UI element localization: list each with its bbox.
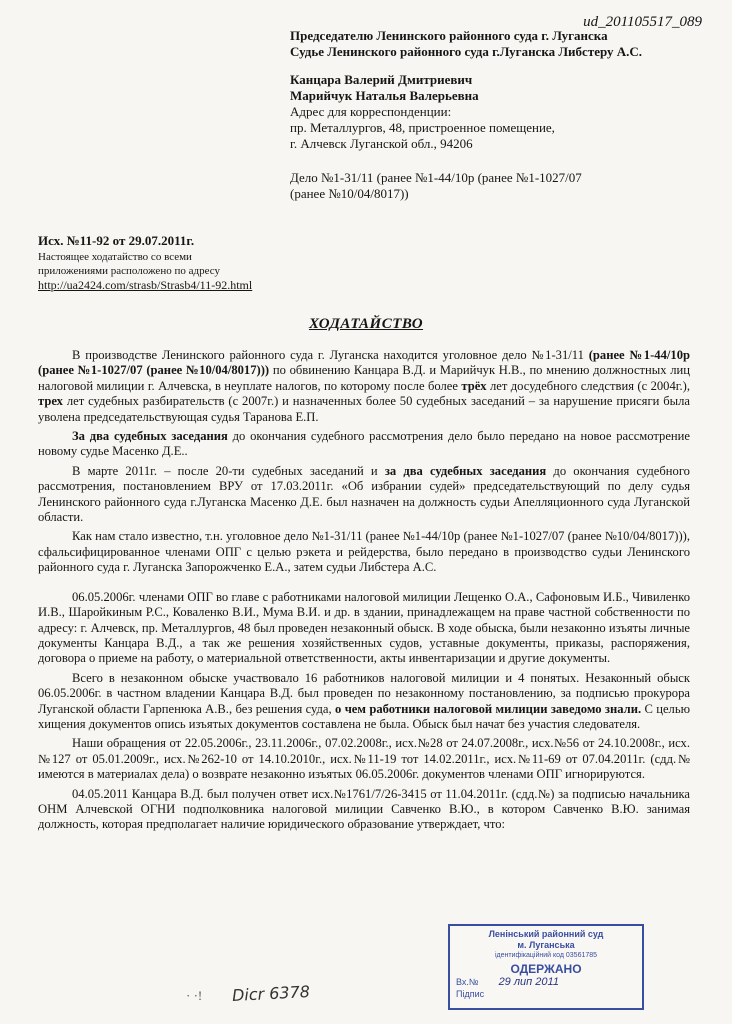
paragraph: Наши обращения от 22.05.2006г., 23.11.2006г., 07.02.2008г., исх.№28 от 24.07.2008г., исх.№56 от 24.10.2008г., исх.№127 от 05.01.2009г., исх.№262-10 от 14.10.2010г., исх.№11-19 тот 14.02.2011г., исх.№11-69 от 07.04.2011г. (сдд.№ имеются в материалах дела) о возврате незаконно изъятых 06.05.2006г. документов членами ОПГ игнорируются. — [38, 736, 690, 782]
text-run: лет досудебного следствия (с 2004г.), — [486, 378, 690, 393]
addressee-line: Председателю Ленинского районного суда г. Луганска — [290, 28, 608, 43]
text-run: лет судебных разбирательств (с 2007г.) и назначенных более 50 судебных заседаний – за нарушение присяги была уволена председательствующая судья Таранова Е.П. — [38, 394, 690, 424]
stamp-signature-label: Підпис — [456, 989, 485, 999]
sender-name: Канцара Валерий Дмитриевич — [290, 72, 473, 87]
handwritten-mark: · ·! — [186, 988, 203, 1003]
addressee-block — [290, 28, 710, 60]
outgoing-number: Исх. №11-92 от 29.07.2011г. — [38, 233, 195, 248]
paragraph — [38, 671, 690, 733]
sender-block — [290, 72, 710, 152]
stamp-received: ОДЕРЖАНО — [510, 962, 582, 976]
address-line: пр. Металлургов, 48, пристроенное помещение, — [290, 120, 555, 135]
text-run: по обвинению Канцара В.Д. и Марийчук Н.В., по мнению должностных лиц налоговой милиции г. Алчевска, в неуплате налогов, по которому после более — [38, 363, 691, 393]
outgoing-note: приложениями расположено по адресу — [38, 265, 220, 277]
text-run-bold: За два судебных заседания — [72, 429, 228, 444]
text-run-bold: трёх — [461, 378, 487, 393]
text-run-bold: о чем работники налоговой милиции заведомо знали. — [335, 701, 642, 716]
paragraph: 06.05.2006г. членами ОПГ во главе с работниками налоговой милиции Лещенко О.А., Сафоновым И.Б., Чивиленко И.В., Шаройкиным Р.С., Коваленко В.И., Мума В.И. и др. в здании, принадлежащем на праве частной собственности по адресу: г. Алчевск, пр. Металлургов, 48 был проведен незаконный обыск. В ходе обыска, были незаконно изъяты личные документы Канцара В.Д., а так же решения хозяйственных судов, уставные документы, приказы, распоряжения, договора о приеме на работу, о материальной ответственности, акты инвентаризации и другие документы. — [38, 589, 690, 666]
outgoing-reference — [38, 234, 298, 292]
court-received-stamp — [448, 924, 644, 1010]
document-id: ud_201105517_089 — [583, 14, 702, 30]
address-label: Адрес для корреспонденции: — [290, 104, 452, 119]
case-number-block — [290, 170, 710, 202]
case-line: Дело №1-31/11 (ранее №1-44/10р (ранее №1-1027/07 — [290, 170, 582, 185]
stamp-court-name: Ленінський районний суд — [488, 929, 604, 939]
stamp-city: м. Луганська — [517, 940, 575, 950]
paragraph — [38, 464, 690, 526]
text-run-bold: (ранее №1-44/10р (ранее №1-1027/07 (ранее №10/04/8017))) — [38, 348, 690, 378]
text-run: до окончания судебного рассмотрения, постановлением ВРУ от 17.03.2011г. «Об избрании судей» председательствующий по делу судья Ленинского районного суда г.Луганска Масенко Д.Е. был назначен на должность судьи Апелляционного суда Луганской области. — [38, 463, 690, 525]
document-link[interactable]: http://ua2424.com/strasb/Strasb4/11-92.html — [38, 278, 253, 292]
outgoing-note: Настоящее ходатайство со всеми — [38, 251, 192, 263]
stamp-id-code: ідентифікаційний код 03561785 — [494, 952, 598, 959]
stamp-incoming-row — [450, 976, 642, 988]
paragraph: Как нам стало известно, т.н. уголовное дело №1-31/11 (ранее №1-44/10р (ранее №1-1027/07 (ранее №10/04/8017))), сфальсифицированное членами ОПГ с целью рэкета и рейдерства, было передано в производство судьи Ленинского районного суда г. Луганска Запорожченко Е.А., затем судьи Либстера А.С. — [38, 529, 690, 575]
stamp-incoming-label: Вх.№ — [456, 977, 479, 987]
paragraph — [38, 429, 690, 460]
text-run: до окончания судебного рассмотрения дело было передано на новое рассмотрение новому судье Масенко Д.Е.. — [38, 429, 690, 459]
handwritten-note: Dicr 6378 — [231, 981, 311, 1006]
text-run: В производстве Ленинского районного суда г. Луганска находится уголовное дело №1-31/11 — [72, 348, 589, 362]
text-run-bold: трех — [38, 394, 63, 409]
document-body — [38, 348, 690, 837]
text-run: В марте 2011г. – после 20-ти судебных заседаний и — [72, 463, 385, 478]
stamp-date: 29 лип 2011 — [498, 976, 559, 988]
text-run: Всего в незаконном обыске участвовало 16 работников налоговой милиции и 4 понятых. Незаконный обыск 06.05.2006г. в частном владении Канцара В.Д. был проведен по незаконному постановлению, за подписью прокурора Луганской области Гарпенюка А.В., без решения суда, — [38, 670, 690, 716]
document-title: ХОДАТАЙСТВО — [308, 316, 424, 332]
addressee-line: Судье Ленинского районного суда г.Луганска Либстеру А.С. — [290, 44, 643, 59]
paragraph — [38, 348, 690, 425]
text-run-bold: за два судебных заседания — [384, 463, 547, 478]
text-run: С целью хищения документов опись изъятых документов составлена не была. Обыск был начат без участия следователя. — [38, 701, 690, 731]
paragraph: 04.05.2011 Канцара В.Д. был получен ответ исх.№1761/7/26-3415 от 11.04.2011г. (сдд.№) за подписью начальника ОНМ Алчевской ОГНИ подполковника налоговой милиции Савченко В.Ю., в котором Савченко В.Ю. занимая должность, которая предполагает наличие юридического образование утверждает, что: — [38, 786, 690, 832]
case-line: (ранее №10/04/8017)) — [290, 186, 409, 201]
sender-name: Марийчук Наталья Валерьевна — [290, 88, 479, 103]
address-line: г. Алчевск Луганской обл., 94206 — [290, 136, 473, 151]
